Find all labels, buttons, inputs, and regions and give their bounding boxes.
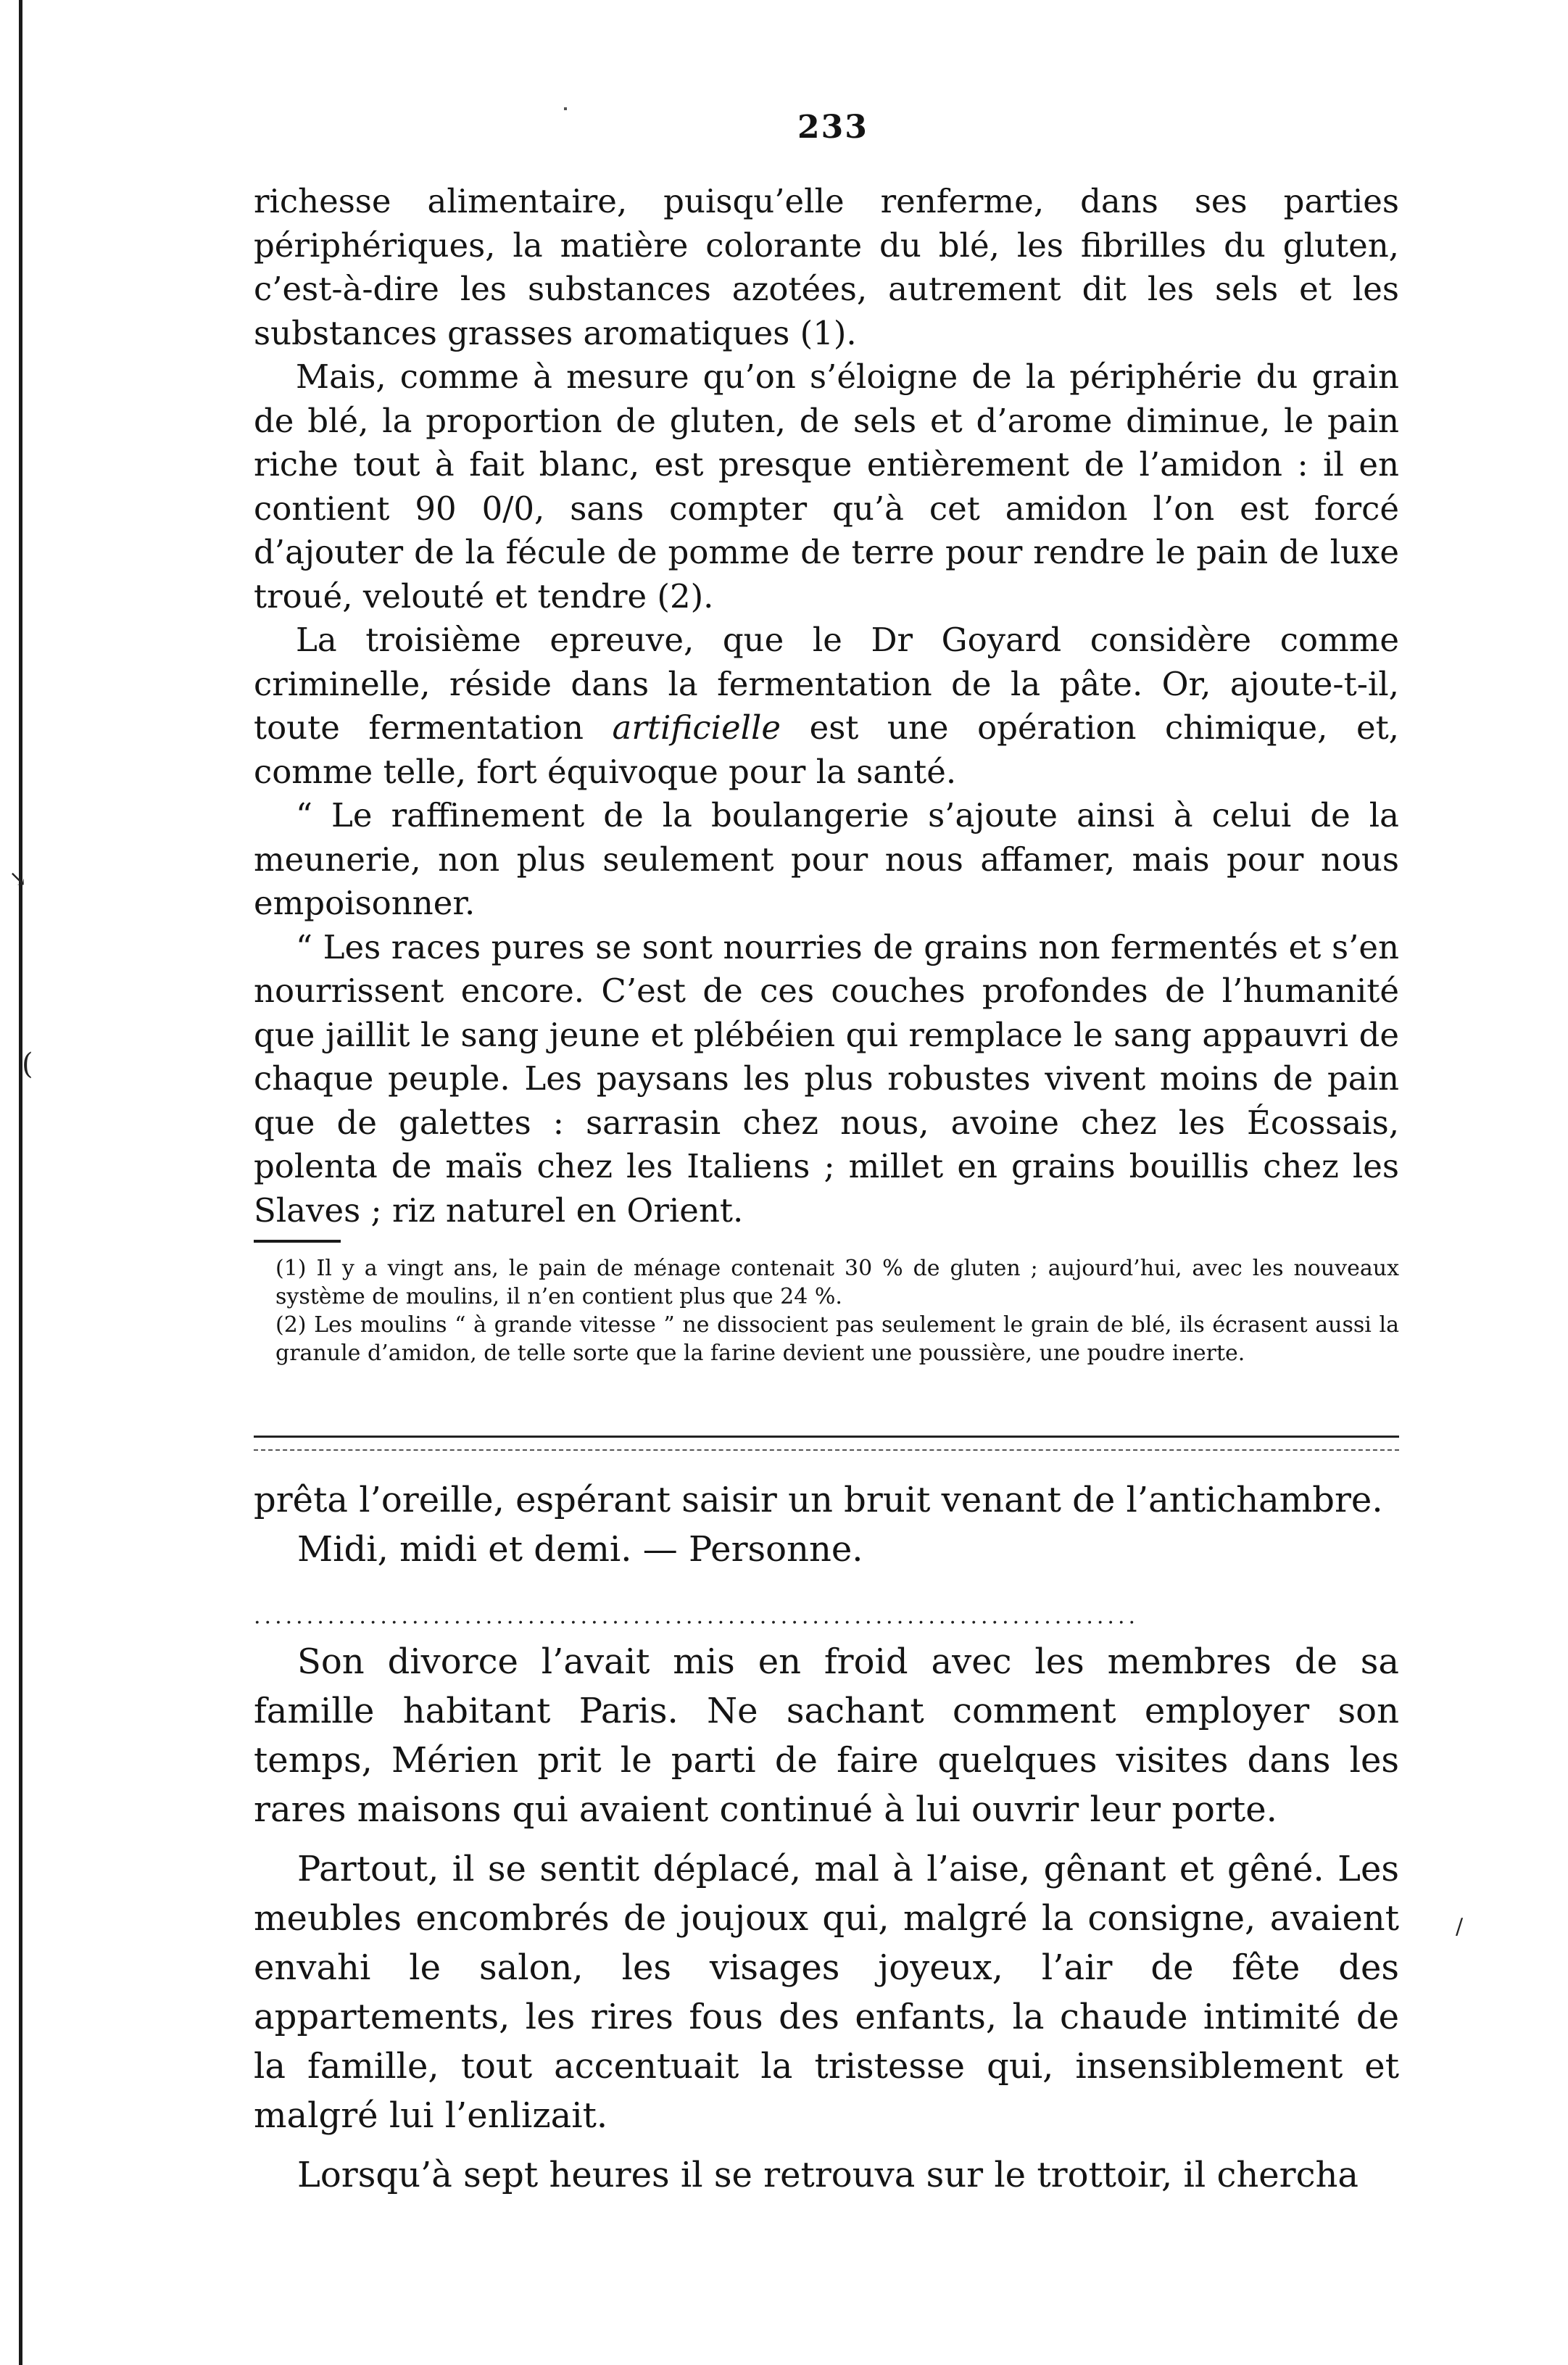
- story-top-lines: [254, 1475, 1399, 1574]
- separator-line: [254, 1436, 1399, 1451]
- paragraph-text: est une opération chimique, et, comme telle, fort équivoque pour la santé.: [254, 708, 1399, 791]
- paragraph: [254, 618, 1399, 794]
- footnotes: [254, 1254, 1399, 1367]
- italic-word: artificielle: [612, 708, 781, 747]
- paragraph: Partout, il se sentit déplacé, mal à l’aise, gênant et gêné. Les meubles encombrés de joujoux qui, malgré la consigne, avaient envahi le salon, les visages joyeux, l’air de fête des appartements, les rires fous des enfants, la chaude intimité de la famille, tout accentuait la tristesse qui, insensiblement et malgré lui l’enlizait.: [254, 1849, 1399, 2136]
- page-edge-line: [19, 0, 22, 2365]
- footnote: (2) Les moulins “ à grande vitesse ” ne dissocient pas seulement le grain de blé, ils écrasent aussi la granule d’amidon, de telle sorte que la farine devient une poussière, une poudre inerte.: [275, 1312, 1399, 1366]
- story-text-block: [254, 1637, 1399, 2200]
- paragraph-text: La troisième epreuve, que le Dr Goyard considère comme criminelle, réside dans la fermentation de la pâte. Or, ajoute-t-il, toute fermentation: [254, 621, 1399, 747]
- paragraph: “ Le raffinement de la boulangerie s’ajoute ainsi à celui de la meunerie, non plus seulement pour nous affamer, mais pour nous empoisonner.: [254, 796, 1399, 922]
- story-line: Midi, midi et demi. — Personne.: [297, 1529, 863, 1570]
- paragraph: Son divorce l’avait mis en froid avec les membres de sa famille habitant Paris. Ne sachant comment employer son temps, Mérien prit le parti de faire quelques visites dans les rares maisons qui avaient continué à lui ouvrir leur porte.: [254, 1641, 1399, 1830]
- paragraph: “ Les races pures se sont nourries de grains non fermentés et s’en nourrissent encore. C’est de ces couches profondes de l’humanité que jaillit le sang jeune et plébéien qui remplace le sang appauvri de chaque peuple. Les paysans les plus robustes vivent moins de pain que de galettes : sarrasin chez nous, avoine chez les Écossais, polenta de maïs chez les Italiens ; millet en grains bouillis chez les Slaves ; riz naturel en Orient.: [254, 927, 1399, 1230]
- margin-mark: ↘: [9, 866, 28, 892]
- dotted-separator: ....................................................................................: [254, 1604, 1140, 1629]
- margin-mark: /: [1456, 1914, 1464, 1939]
- footnote: (1) Il y a vingt ans, le pain de ménage contenait 30 % de gluten ; aujourd’hui, avec les nouveaux système de moulins, il n’en contient plus que 24 %.: [275, 1256, 1399, 1309]
- page-number: 233: [797, 109, 868, 146]
- upper-text-block: [254, 180, 1399, 1233]
- footnote-rule: [254, 1240, 341, 1243]
- margin-mark: (: [22, 1048, 33, 1081]
- dust-speck: [564, 107, 567, 110]
- paragraph: Mais, comme à mesure qu’on s’éloigne de la périphérie du grain de blé, la proportion de gluten, de sels et d’arome diminue, le pain riche tout à fait blanc, est presque entièrement de l’amidon : il en contient 90 0/0, sans compter qu’à cet amidon l’on est forcé d’ajouter de la fécule de pomme de terre pour rendre le pain de luxe troué, velouté et tendre (2).: [254, 357, 1399, 616]
- paragraph: Lorsqu’à sept heures il se retrouva sur le trottoir, il chercha: [297, 2155, 1358, 2195]
- paragraph: richesse alimentaire, puisqu’elle renferme, dans ses parties périphériques, la matière colorante du blé, les fibrilles du gluten, c’est-à-dire les substances azotées, autrement dit les sels et les substances grasses aromatiques (1).: [254, 182, 1399, 352]
- story-line: prêta l’oreille, espérant saisir un bruit venant de l’antichambre.: [254, 1480, 1383, 1520]
